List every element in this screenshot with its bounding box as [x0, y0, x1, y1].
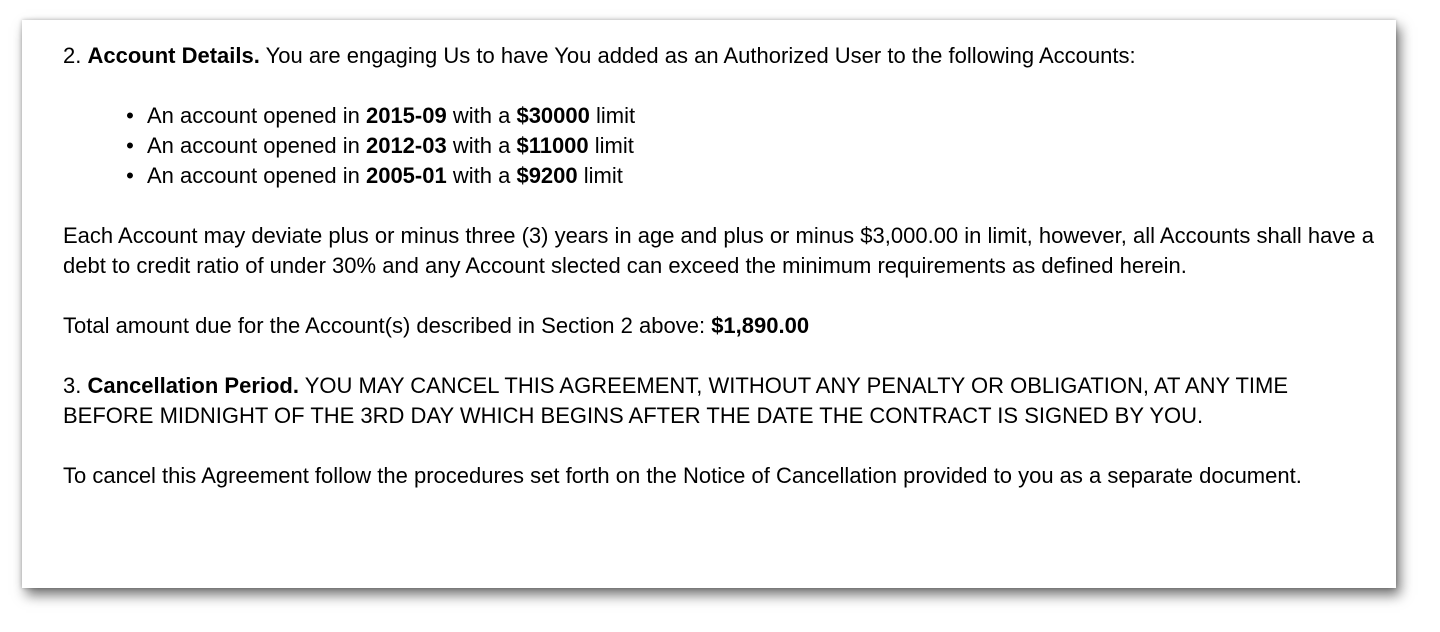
- list-item: [123, 131, 1383, 161]
- account-prefix: An account opened in: [147, 133, 360, 158]
- list-item: [123, 101, 1383, 131]
- deviation-paragraph: Each Account may deviate plus or minus three (3) years in age and plus or minus $3,000.00 in limit, however, all Accounts shall have a debt to credit ratio of under 30% and any Account slected can exceed the minimum requirements as defined herein.: [63, 223, 1374, 278]
- section-2-heading: Account Details.: [87, 43, 260, 68]
- total-amount-label: Total amount due for the Account(s) described in Section 2 above:: [63, 313, 706, 338]
- section-2-number: 2.: [63, 43, 82, 68]
- account-limit: $9200: [516, 163, 578, 188]
- account-mid-text: with a: [452, 133, 511, 158]
- account-opened-date: 2012-03: [365, 133, 447, 158]
- account-limit: $11000: [516, 133, 589, 158]
- section-2-intro: [63, 41, 1383, 71]
- account-opened-date: 2015-09: [365, 103, 447, 128]
- account-opened-date: 2005-01: [365, 163, 447, 188]
- total-amount-line: [63, 311, 1383, 341]
- account-suffix: limit: [583, 163, 623, 188]
- section-3-body: YOU MAY CANCEL THIS AGREEMENT, WITHOUT ANY PENALTY OR OBLIGATION, AT ANY TIME BEFORE MIDNIGHT OF THE 3RD DAY WHICH BEGINS AFTER THE DATE THE CONTRACT IS SIGNED BY YOU.: [63, 373, 1289, 428]
- account-prefix: An account opened in: [147, 163, 360, 188]
- cancellation-instructions: To cancel this Agreement follow the procedures set forth on the Notice of Cancellation provided to you as a separate document.: [63, 463, 1302, 488]
- account-mid-text: with a: [452, 103, 511, 128]
- account-limit: $30000: [516, 103, 590, 128]
- bullet-icon: •: [126, 103, 134, 128]
- accounts-list: [63, 101, 1383, 191]
- document-content: [63, 41, 1383, 491]
- section-3-number: 3.: [63, 373, 82, 398]
- bullet-icon: •: [126, 163, 134, 188]
- section-2-intro-text: You are engaging Us to have You added as an Authorized User to the following Accounts:: [265, 43, 1136, 68]
- account-suffix: limit: [594, 133, 634, 158]
- account-suffix: limit: [596, 103, 636, 128]
- section-3-heading: Cancellation Period.: [87, 373, 299, 398]
- section-3-paragraph: [63, 371, 1383, 431]
- total-amount-value: $1,890.00: [711, 313, 810, 338]
- bullet-icon: •: [126, 133, 134, 158]
- document-page: [22, 20, 1396, 588]
- account-prefix: An account opened in: [147, 103, 360, 128]
- list-item: [123, 161, 1383, 191]
- account-mid-text: with a: [452, 163, 511, 188]
